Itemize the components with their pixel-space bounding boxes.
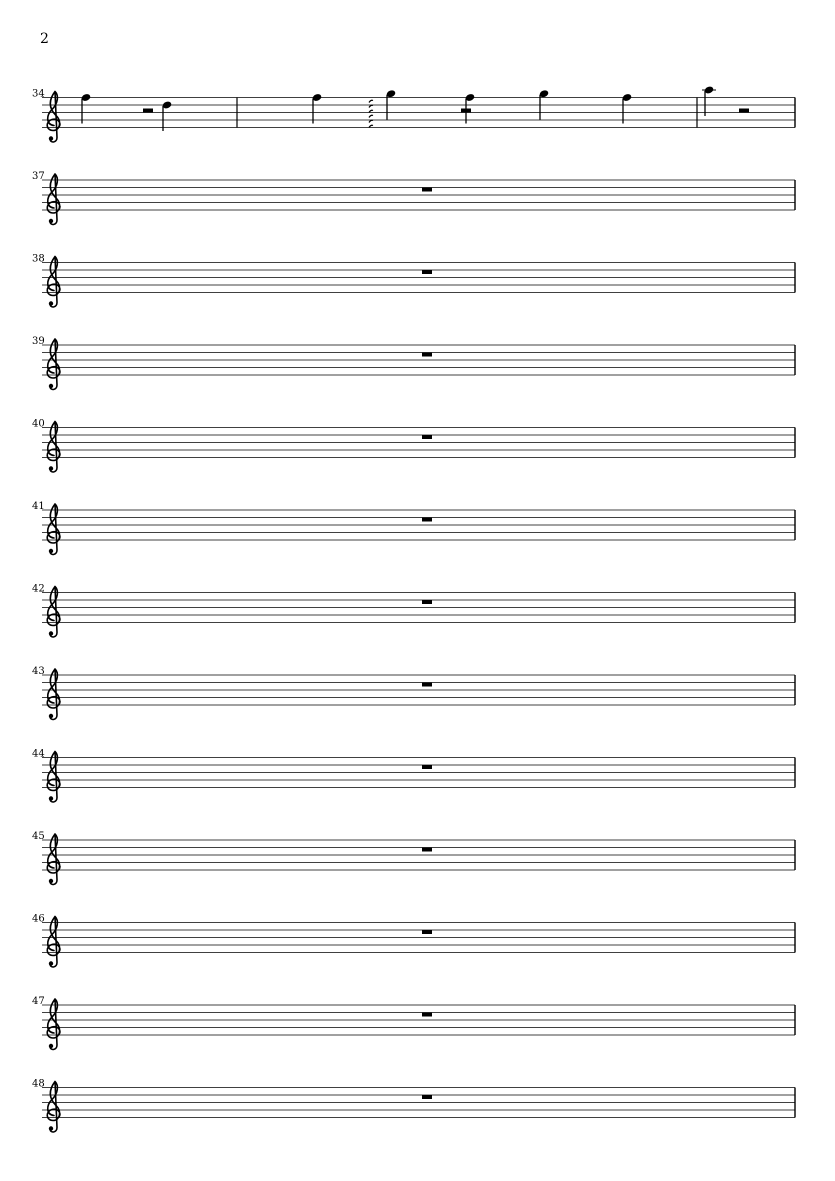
treble-clef-icon [47, 422, 60, 472]
measure-number: 41 [32, 501, 45, 512]
arpeggio-icon [369, 100, 373, 127]
half-rest [739, 109, 749, 113]
treble-clef-icon [47, 257, 60, 307]
staff-system [32, 85, 795, 141]
staff-system [32, 171, 795, 224]
measure-number: 40 [32, 418, 45, 430]
page-number: 2 [40, 31, 49, 47]
whole-rest [422, 600, 432, 604]
staff-system [32, 254, 795, 307]
measure-number: 34 [32, 88, 45, 100]
staff-system [32, 336, 795, 389]
whole-rest [422, 435, 432, 439]
measure-number: 47 [32, 996, 45, 1007]
measure-number: 43 [32, 666, 45, 677]
staff-system [32, 666, 795, 719]
treble-clef-icon [47, 339, 60, 389]
measure-number: 45 [32, 831, 45, 842]
staff-system [32, 831, 795, 884]
treble-clef-icon [47, 92, 60, 142]
whole-rest [422, 683, 432, 687]
treble-clef-icon [47, 834, 60, 884]
measure-number: 39 [32, 336, 45, 347]
treble-clef-icon [47, 587, 60, 637]
treble-clef-icon [47, 669, 60, 719]
measure-number: 38 [32, 253, 45, 265]
whole-rest [422, 353, 432, 357]
whole-rest [422, 270, 432, 274]
staff-system [32, 1079, 795, 1132]
staff-system [32, 419, 795, 472]
whole-rest [422, 188, 432, 192]
measure-number: 48 [32, 1078, 45, 1090]
whole-rest [422, 1095, 432, 1099]
staff-system [32, 996, 795, 1049]
treble-clef-icon [47, 174, 60, 224]
measure-number: 46 [32, 913, 45, 925]
measure-number: 42 [32, 583, 45, 595]
staff-system [32, 501, 795, 554]
whole-rest [422, 848, 432, 852]
staff-system [32, 584, 795, 637]
whole-rest [422, 765, 432, 769]
whole-rest [422, 1013, 432, 1017]
treble-clef-icon [47, 999, 60, 1049]
half-rest [143, 109, 153, 113]
treble-clef-icon [47, 1082, 60, 1132]
staff-system [32, 914, 795, 967]
treble-clef-icon [47, 917, 60, 967]
treble-clef-icon [47, 752, 60, 802]
staff-system [32, 749, 795, 802]
whole-rest [422, 930, 432, 934]
measure-number: 37 [32, 171, 45, 182]
whole-rest [422, 518, 432, 522]
treble-clef-icon [47, 504, 60, 554]
measure-number: 44 [32, 748, 45, 760]
